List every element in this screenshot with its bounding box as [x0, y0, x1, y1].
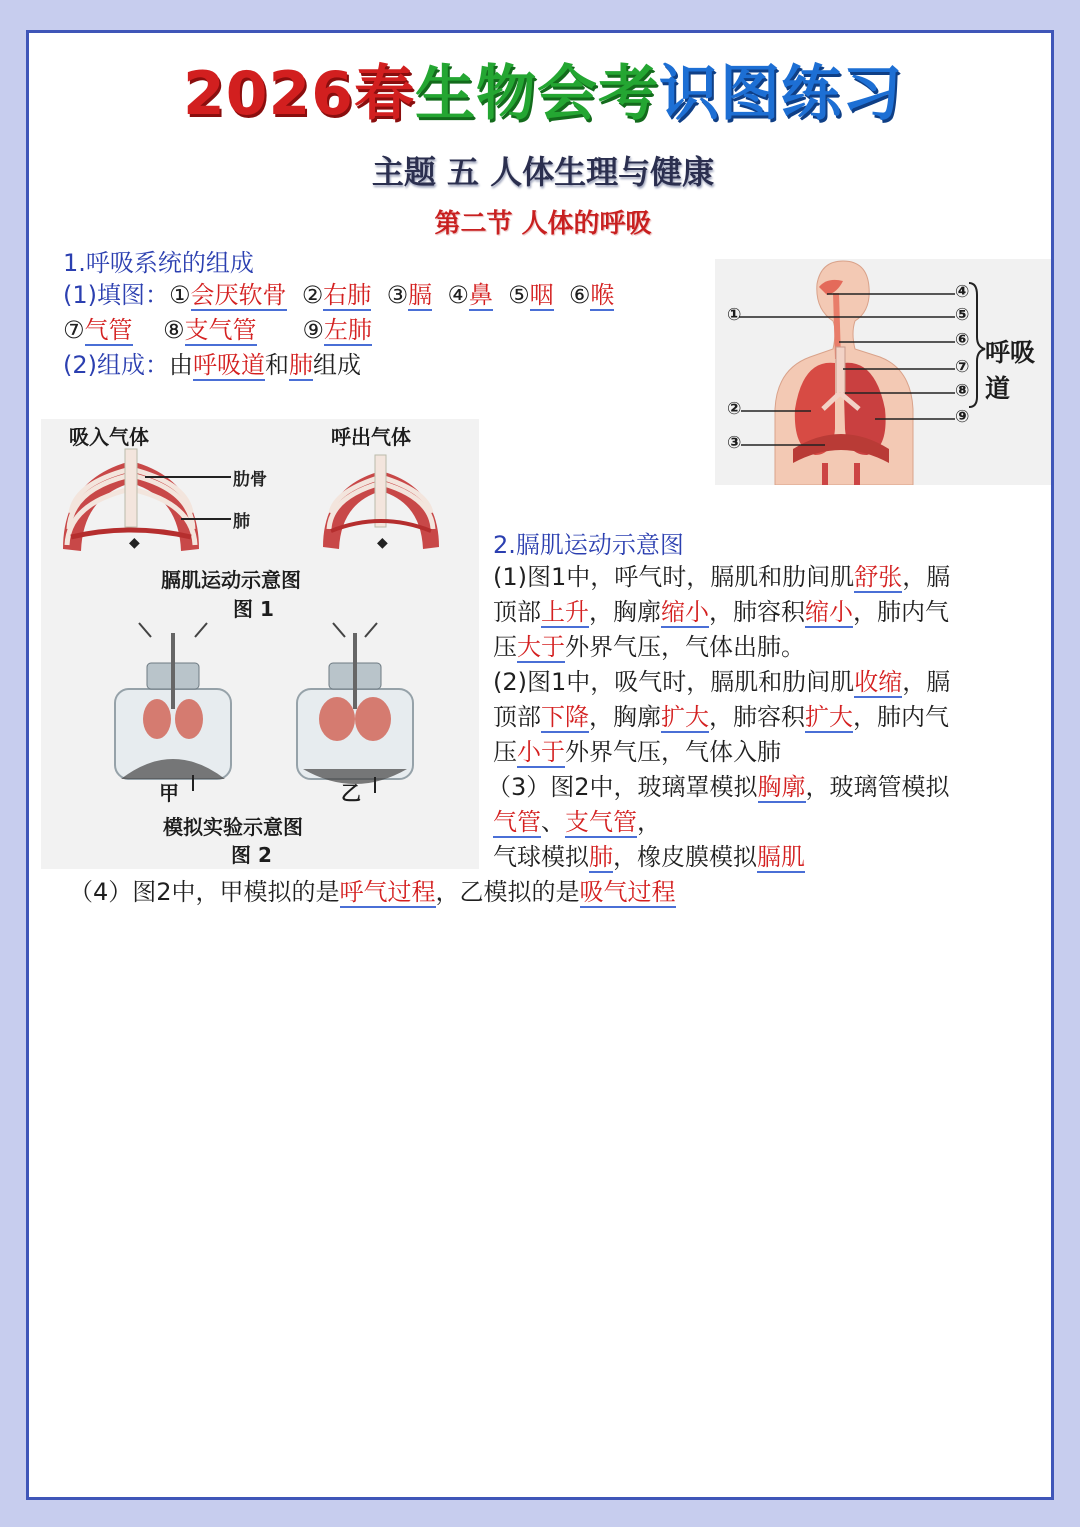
q2-text-g: 压: [493, 738, 517, 766]
label-num-5: ⑤: [955, 305, 970, 325]
q2-line-1: [493, 665, 950, 700]
q1-text-b: ，膈: [902, 563, 951, 591]
part1-heading: 1.呼吸系统的组成: [63, 249, 254, 277]
diaphragm-figure: [41, 419, 479, 869]
q2-text-e: ，肺容积: [709, 703, 805, 731]
fill-answer-8: 支气管: [184, 316, 257, 344]
label-exhale: 呼出气体: [331, 425, 411, 449]
q2-answer-5: 小于: [517, 738, 565, 766]
q1-text-h: 外界气压，气体出肺。: [565, 633, 805, 661]
q2-answer-1: 收缩: [854, 668, 903, 696]
fill-num-9: ⑨: [302, 316, 324, 344]
q3-answer-1: 胸廓: [757, 773, 806, 801]
q1-answer-5: 大于: [517, 633, 565, 661]
compose-text-2: 和: [265, 351, 289, 379]
q2-answer-3: 扩大: [661, 703, 709, 731]
fill-answer-2: 右肺: [323, 281, 372, 309]
label-num-1: ①: [727, 305, 742, 325]
label-num-6: ⑥: [955, 330, 970, 350]
q1-line-1: [493, 560, 950, 595]
label-yi: 乙: [341, 781, 361, 805]
q1-answer-1: 舒张: [854, 563, 903, 591]
main-title: [29, 61, 1057, 127]
bracket-label: 呼吸道: [985, 338, 1036, 403]
svg-text:◆: ◆: [129, 535, 140, 551]
part2-heading: 2.膈肌运动示意图: [493, 531, 684, 559]
compose-line: [63, 348, 361, 383]
fill-answer-5: 咽: [529, 281, 554, 309]
topic-subtitle: 主题 五 人体生理与健康: [371, 153, 715, 191]
q3-answer-3: 支气管: [565, 808, 637, 836]
label-num-8: ⑧: [955, 381, 970, 401]
fill-num-5: ⑤: [508, 281, 530, 309]
fill-num-6: ⑥: [568, 281, 591, 309]
q3-line-2: [493, 805, 661, 840]
caption-diaphragm: 膈肌运动示意图: [161, 568, 301, 592]
q1-answer-4: 缩小: [805, 598, 853, 626]
q3-answer-4: 肺: [589, 843, 613, 871]
respiratory-system-figure: [715, 259, 1051, 485]
q4-answer-2: 吸气过程: [579, 878, 676, 906]
label-rib: 肋骨: [233, 470, 267, 490]
q1-text-e: ，肺容积: [709, 598, 805, 626]
q2-text-c: 顶部: [493, 703, 541, 731]
q4-answer-1: 呼气过程: [339, 878, 436, 906]
q2-line-3: [493, 735, 781, 770]
q3-line-3: [493, 840, 805, 875]
fill-answer-7: 气管: [84, 316, 133, 344]
q3-answer-5: 膈肌: [757, 843, 805, 871]
q1-answer-3: 缩小: [661, 598, 709, 626]
fill-num-3: ③: [386, 281, 409, 309]
q1-line-3: [493, 630, 805, 665]
q4-text-a: （4）图2中，甲模拟的是: [69, 878, 340, 906]
q3-text-b: ，玻璃管模拟: [805, 773, 950, 801]
title-part-subject: 生物会考: [415, 59, 659, 129]
q2-answer-2: 下降: [541, 703, 589, 731]
q3-text-d: ，: [637, 808, 661, 836]
fill-num-7: ⑦: [63, 316, 85, 344]
q1-text-g: 压: [493, 633, 517, 661]
fill-answer-4: 鼻: [468, 281, 493, 309]
compose-answer-2: 肺: [289, 351, 313, 379]
q2-text-d: ，胸廓: [589, 703, 661, 731]
q3-text-a: （3）图2中，玻璃罩模拟: [487, 773, 758, 801]
label-jia: 甲: [159, 781, 179, 805]
fill-num-2: ②: [301, 281, 324, 309]
fill-num-4: ④: [447, 281, 469, 309]
q2-text-h: 外界气压，气体入肺: [565, 738, 781, 766]
compose-text-1: 由: [169, 351, 193, 379]
label-inhale: 吸入气体: [69, 425, 149, 449]
q2-line-2: [493, 700, 949, 735]
q1-line-2: [493, 595, 949, 630]
q3-text-c: 、: [541, 808, 565, 836]
label-num-2: ②: [727, 399, 742, 419]
compose-text-3: 组成: [313, 351, 361, 379]
caption-simulation: 模拟实验示意图: [163, 815, 303, 839]
q2-answer-4: 扩大: [805, 703, 853, 731]
caption-fig2: 图 2: [231, 843, 272, 867]
fill-line-1: [63, 278, 614, 313]
fill-prefix: (1)填图：: [63, 281, 169, 309]
fill-num-8: ⑧: [163, 316, 185, 344]
q3-line-1: [487, 770, 950, 805]
q2-text-b: ，膈: [902, 668, 951, 696]
label-num-7: ⑦: [955, 357, 970, 377]
q1-text-c: 顶部: [493, 598, 541, 626]
compose-prefix: (2)组成：: [63, 351, 169, 379]
q4-text-b: ，乙模拟的是: [435, 878, 580, 906]
q3-text-f: ，橡皮膜模拟: [613, 843, 757, 871]
label-num-4: ④: [955, 282, 970, 302]
fill-answer-3: 膈: [408, 281, 433, 309]
q1-answer-2: 上升: [541, 598, 589, 626]
label-lung: 肺: [233, 512, 250, 532]
q1-text-a: (1)图1中，呼气时，膈肌和肋间肌: [493, 563, 855, 591]
q1-text-d: ，胸廓: [589, 598, 661, 626]
q3-text-e: 气球模拟: [493, 843, 589, 871]
compose-answer-1: 呼吸道: [193, 351, 265, 379]
q3-answer-2: 气管: [493, 808, 541, 836]
q1-text-f: ，肺内气: [853, 598, 949, 626]
title-part-year: 2026春: [183, 59, 415, 129]
worksheet-page: [26, 30, 1054, 1500]
label-num-3: ③: [727, 433, 742, 453]
svg-text:◆: ◆: [377, 535, 388, 551]
fill-line-2: [63, 313, 372, 348]
fill-answer-9: 左肺: [323, 316, 372, 344]
fill-answer-1: 会厌软骨: [190, 281, 287, 309]
q2-text-f: ，肺内气: [853, 703, 949, 731]
fill-num-1: ①: [169, 281, 191, 309]
label-num-9: ⑨: [955, 407, 970, 427]
section-title: 第二节 人体的呼吸: [434, 209, 652, 239]
fill-answer-6: 喉: [590, 281, 615, 309]
title-part-practice: 识图练习: [659, 59, 903, 129]
q4-line: [69, 875, 676, 910]
caption-fig1: 图 1: [233, 597, 274, 621]
q2-text-a: (2)图1中，吸气时，膈肌和肋间肌: [493, 668, 855, 696]
